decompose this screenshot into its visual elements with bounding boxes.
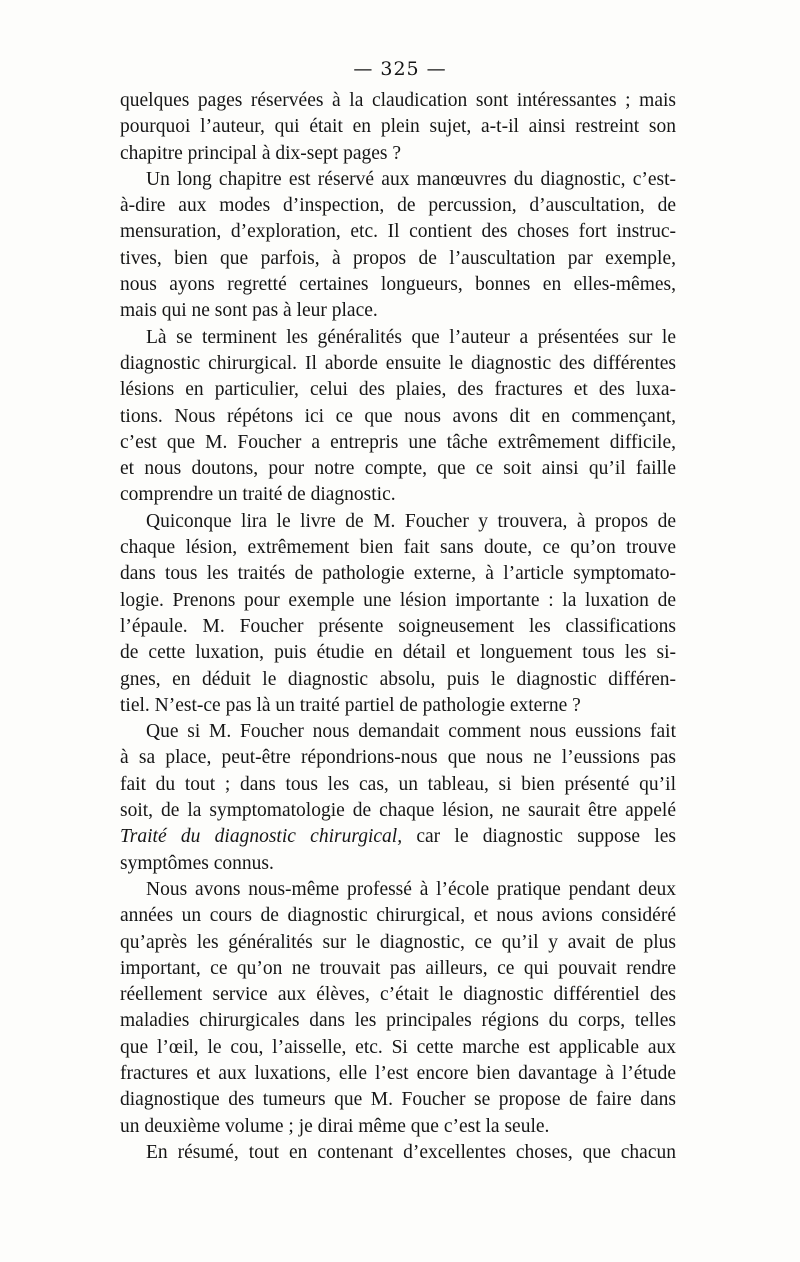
line-text: important, ce qu’on ne trouvait pas ailleurs, ce qui pouvait rendre bbox=[120, 957, 676, 979]
line-text: fait du tout ; dans tous les cas, un tableau, si bien présenté qu’il bbox=[120, 773, 676, 795]
line-text: fractures et aux luxations, elle l’est encore bien davantage à l’étude bbox=[120, 1062, 676, 1084]
line-text: chapitre principal à dix-sept pages ? bbox=[120, 142, 402, 164]
line-text: logie. Prenons pour exemple une lésion importante : la luxation de bbox=[120, 589, 676, 611]
paragraph bbox=[120, 325, 676, 509]
text-line bbox=[120, 377, 676, 403]
line-text: comprendre un traité de diagnostic. bbox=[120, 484, 396, 506]
line-text: tions. Nous répétons ici ce que nous avons dit en commençant, bbox=[120, 405, 676, 427]
line-text: quelques pages réservées à la claudication sont intéressantes ; mais bbox=[120, 90, 676, 111]
paragraph bbox=[120, 167, 676, 325]
text-line bbox=[120, 167, 676, 193]
text-line bbox=[120, 351, 676, 377]
line-text: mais qui ne sont pas à leur place. bbox=[120, 300, 378, 322]
text-line bbox=[120, 930, 676, 956]
line-text: gnes, en déduit le diagnostic absolu, puis le diagnostic différen- bbox=[120, 668, 676, 690]
text-line bbox=[120, 272, 676, 298]
line-text: pourquoi l’auteur, qui était en plein sujet, a-t-il ainsi restreint son bbox=[120, 116, 676, 138]
paragraph bbox=[120, 719, 676, 877]
paragraph bbox=[120, 1140, 676, 1166]
italic-title: Traité du diagnostic chirurgical, bbox=[120, 826, 403, 848]
line-text: Quiconque lira le livre de M. Foucher y trouvera, à propos de bbox=[146, 510, 676, 532]
text-line bbox=[120, 1087, 676, 1113]
line-text: que l’œil, le cou, l’aisselle, etc. Si cette marche est applicable aux bbox=[120, 1036, 676, 1058]
line-text: un deuxième volume ; je dirai même que c’est la seule. bbox=[120, 1115, 550, 1137]
line-text: Un long chapitre est réservé aux manœuvres du diagnostic, c’est- bbox=[146, 168, 676, 190]
line-text: Là se terminent les généralités que l’auteur a présentées sur le bbox=[146, 326, 676, 348]
paragraph bbox=[120, 509, 676, 719]
line-text: années un cours de diagnostic chirurgical, et nous avions considéré bbox=[120, 905, 676, 927]
text-line bbox=[120, 693, 676, 719]
page-number: — 325 — bbox=[353, 58, 447, 80]
body-text bbox=[120, 88, 676, 1166]
line-text: diagnostique des tumeurs que M. Foucher se propose de faire dans bbox=[120, 1089, 676, 1111]
line-text: En résumé, tout en contenant d’excellentes choses, que chacun bbox=[146, 1141, 676, 1163]
text-line bbox=[120, 561, 676, 587]
text-line bbox=[120, 877, 676, 903]
text-line bbox=[120, 482, 676, 508]
line-text: maladies chirurgicales dans les principales régions du corps, telles bbox=[120, 1010, 676, 1032]
text-line bbox=[120, 745, 676, 771]
line-text: à sa place, peut-être répondrions-nous que nous ne l’eussions pas bbox=[120, 747, 676, 769]
text-line bbox=[120, 667, 676, 693]
text-line bbox=[120, 903, 676, 929]
line-text: car le diagnostic suppose les bbox=[402, 826, 676, 848]
line-text: Nous avons nous-même professé à l’école pratique pendant deux bbox=[146, 878, 676, 900]
text-line bbox=[120, 430, 676, 456]
paragraph bbox=[120, 88, 676, 167]
text-line bbox=[120, 588, 676, 614]
text-line bbox=[120, 1114, 676, 1140]
text-line bbox=[120, 298, 676, 324]
text-line bbox=[120, 193, 676, 219]
text-line bbox=[120, 1061, 676, 1087]
line-text: tives, bien que parfois, à propos de l’auscultation par exemple, bbox=[120, 247, 676, 269]
text-line bbox=[120, 1035, 676, 1061]
line-text: Que si M. Foucher nous demandait comment nous eussions fait bbox=[146, 721, 676, 743]
text-line bbox=[120, 535, 676, 561]
text-line bbox=[120, 1008, 676, 1034]
text-line bbox=[120, 456, 676, 482]
paragraph bbox=[120, 877, 676, 1140]
line-text: c’est que M. Foucher a entrepris une tâche extrêmement difficile, bbox=[120, 431, 676, 453]
text-line bbox=[120, 614, 676, 640]
line-text: lésions en particulier, celui des plaies, des fractures et des luxa- bbox=[120, 379, 676, 401]
text-line bbox=[120, 325, 676, 351]
text-line bbox=[120, 640, 676, 666]
line-text: l’épaule. M. Foucher présente soigneusement les classifications bbox=[120, 615, 676, 637]
text-line bbox=[120, 114, 676, 140]
line-text: à-dire aux modes d’inspection, de percussion, d’auscultation, de bbox=[120, 195, 676, 217]
text-line bbox=[120, 824, 676, 850]
text-line bbox=[120, 982, 676, 1008]
line-text: mensuration, d’exploration, etc. Il contient des choses fort instruc- bbox=[120, 221, 676, 243]
text-line bbox=[120, 246, 676, 272]
line-text: de cette luxation, puis étudie en détail et longuement tous les si- bbox=[120, 642, 676, 664]
text-line bbox=[120, 798, 676, 824]
text-line bbox=[120, 956, 676, 982]
text-line bbox=[120, 772, 676, 798]
line-text: nous ayons regretté certaines longueurs, bonnes en elles-mêmes, bbox=[120, 274, 676, 296]
text-line bbox=[120, 851, 676, 877]
line-text: soit, de la symptomatologie de chaque lésion, ne saurait être appelé bbox=[120, 800, 676, 822]
text-line bbox=[120, 219, 676, 245]
line-text: qu’après les généralités sur le diagnostic, ce qu’il y avait de plus bbox=[120, 931, 676, 953]
text-line bbox=[120, 88, 676, 114]
line-text: dans tous les traités de pathologie externe, à l’article symptomato- bbox=[120, 563, 676, 585]
line-text: chaque lésion, extrêmement bien fait sans doute, ce qu’on trouve bbox=[120, 537, 676, 559]
line-text: diagnostic chirurgical. Il aborde ensuite le diagnostic des différentes bbox=[120, 352, 676, 374]
line-text: et nous doutons, pour notre compte, que ce soit ainsi qu’il faille bbox=[120, 458, 676, 480]
text-line bbox=[120, 509, 676, 535]
line-text: symptômes connus. bbox=[120, 852, 274, 874]
line-text: tiel. N’est-ce pas là un traité partiel de pathologie externe ? bbox=[120, 694, 581, 716]
line-text: réellement service aux élèves, c’était le diagnostic différentiel des bbox=[120, 984, 676, 1006]
text-line bbox=[120, 141, 676, 167]
text-line bbox=[120, 404, 676, 430]
text-line bbox=[120, 1140, 676, 1166]
text-line bbox=[120, 719, 676, 745]
